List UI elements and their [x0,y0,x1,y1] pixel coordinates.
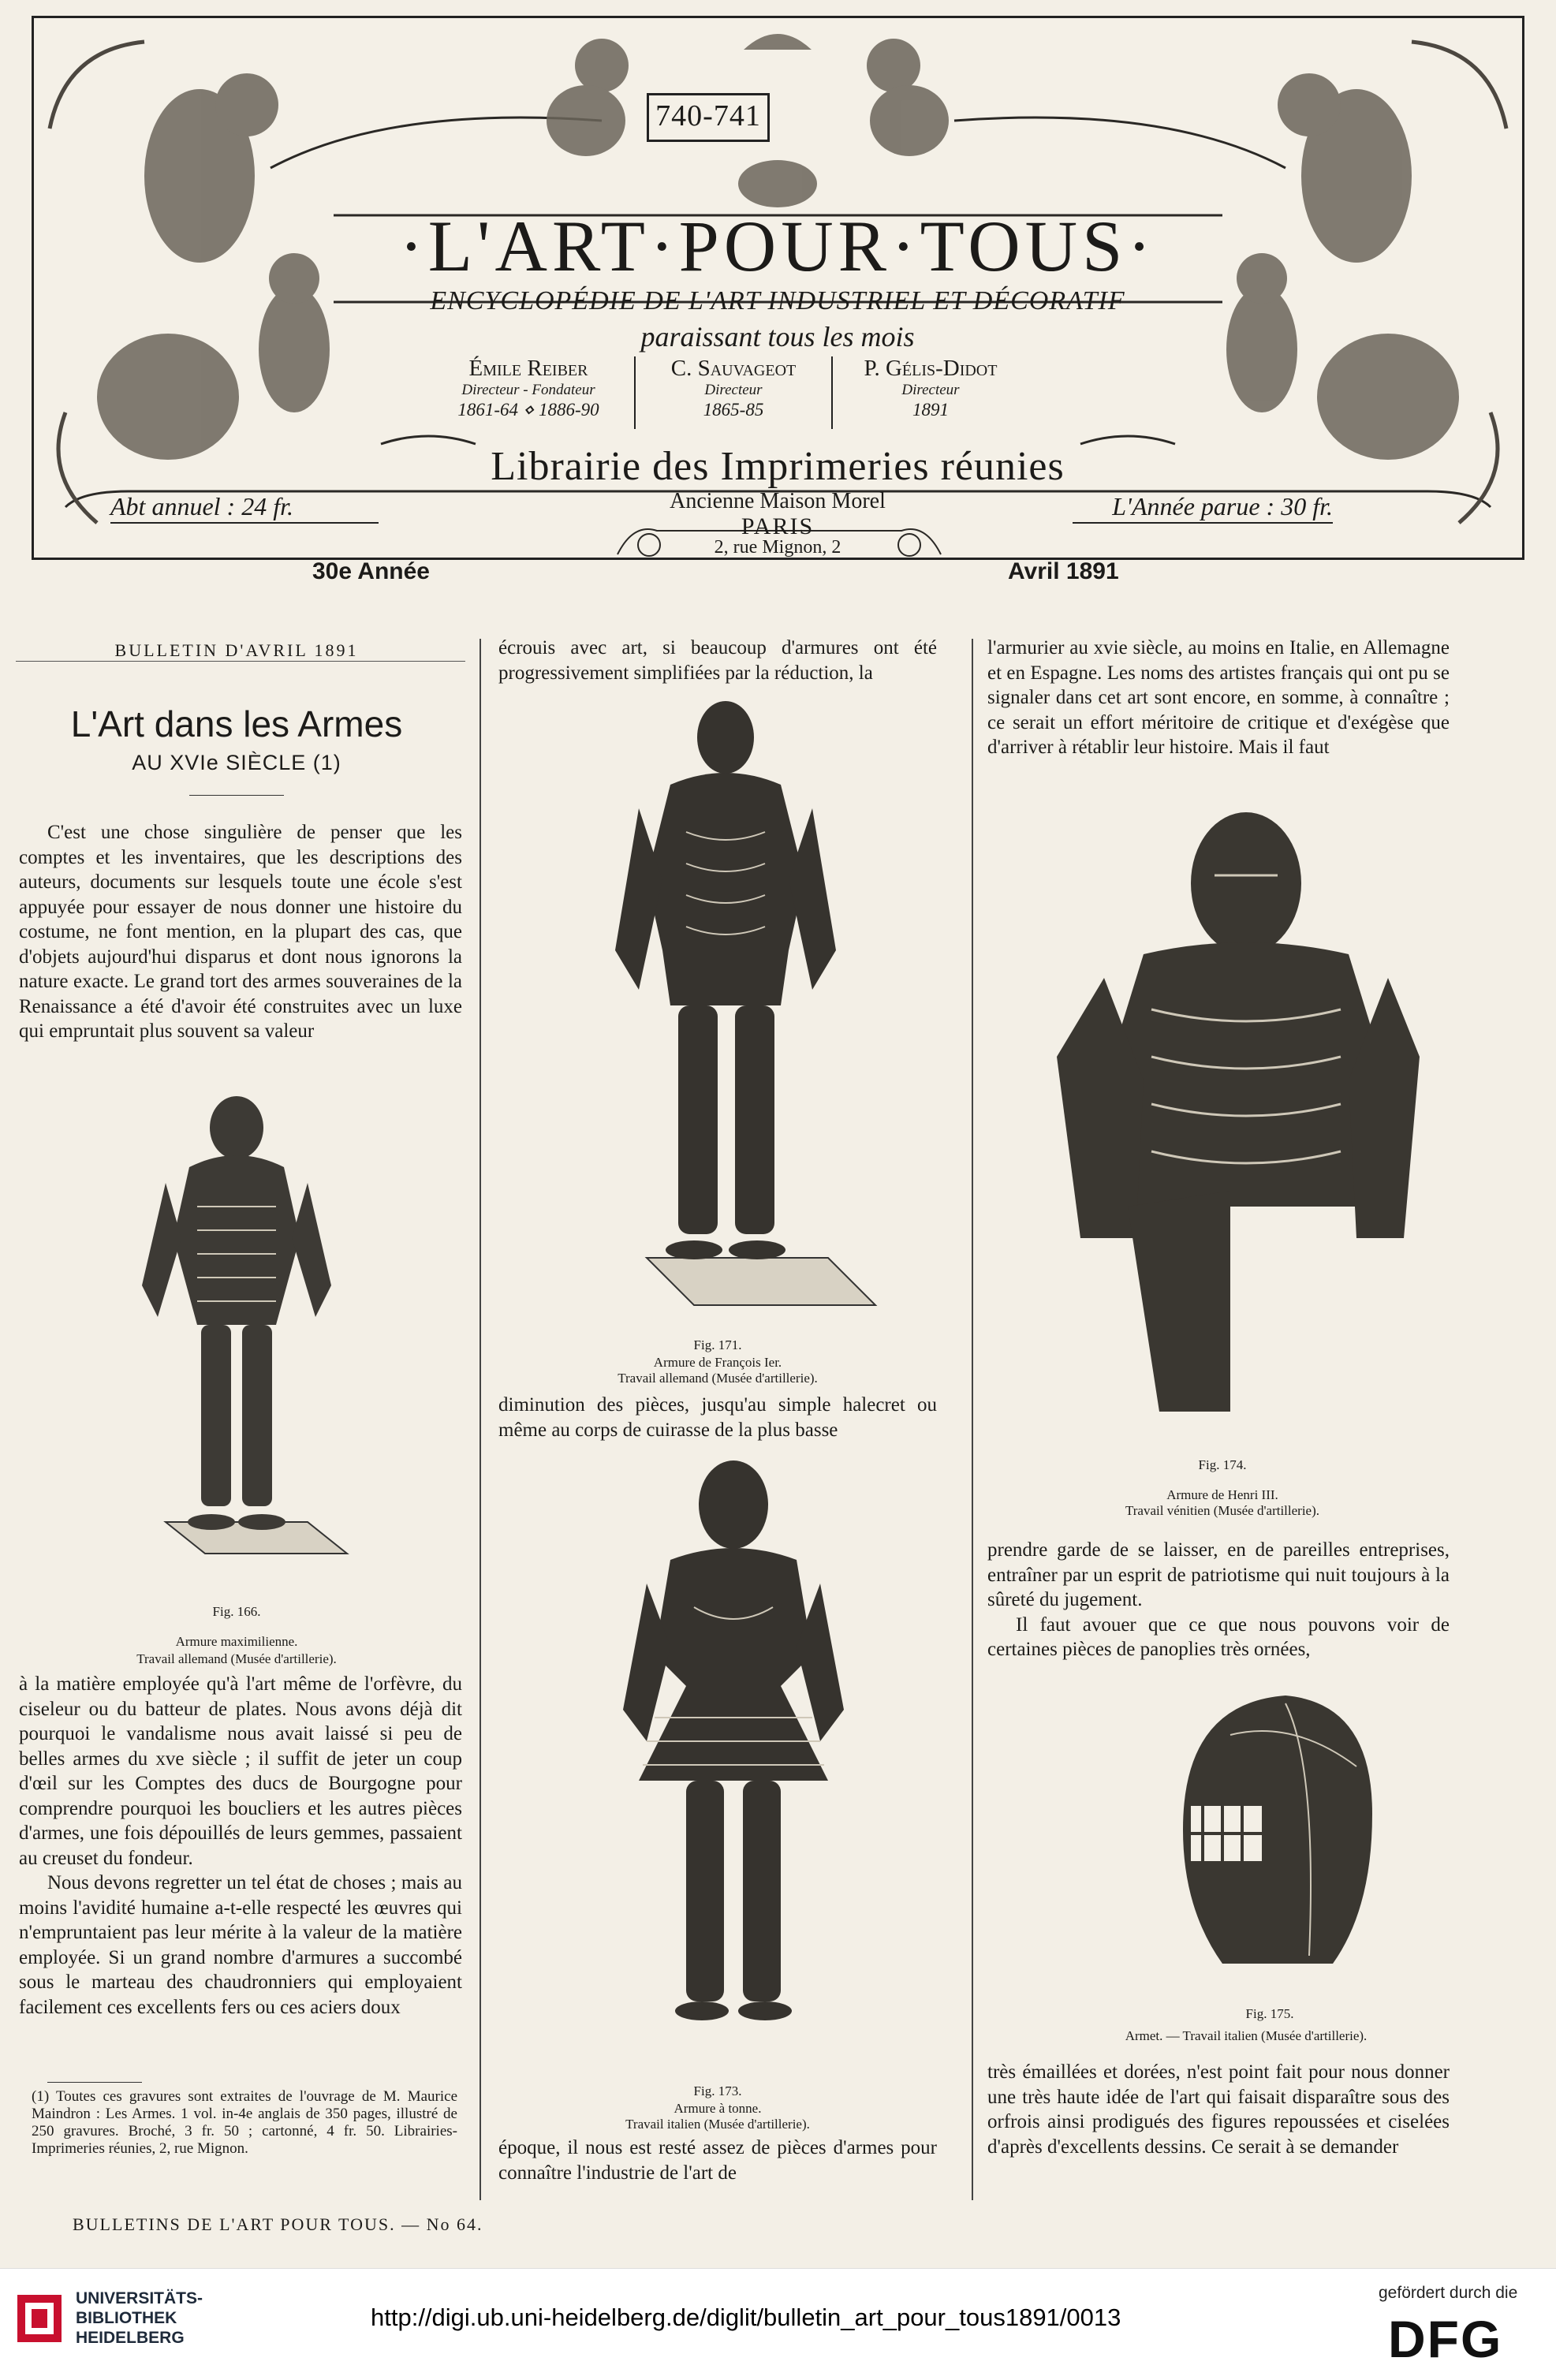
fig174-desc: Travail vénitien (Musée d'artillerie). [1125,1503,1320,1518]
article-subtitle: AU XVIe SIÈCLE (1) [132,751,341,774]
paragraph: très émaillées et dorées, n'est point fait pour nous donner une très haute idée de l'art qui faisait disparaître sous des orfrois ainsi prodigués des figures repoussées et ciselées d'après d'excellents dessins. Ce serait à se demander [987,2061,1450,2158]
article-title: L'Art dans les Armes [70,703,403,744]
director-separator [831,356,833,429]
figure-173-armor [584,1449,883,2080]
library-name-line: HEIDELBERG [76,2329,185,2347]
director-gelis-didot [844,355,1017,421]
journal-subtitle: ENCYCLOPÉDIE DE L'ART INDUSTRIEL ET DÉCORATIF [430,286,1125,315]
issue-date: Avril 1891 [1008,558,1119,584]
fig174-number: Fig. 174. [1198,1457,1247,1472]
figure-175-helmet [1136,1672,1388,2003]
col1-text-top [19,820,462,1044]
director-role: Directeur [901,382,960,398]
publisher-name: Librairie des Imprimeries réunies [491,444,1065,489]
director-separator [634,356,636,429]
paragraph: écrouis avec art, si beaucoup d'armures ont été progressivement simplifiées par la réduction, la [498,637,937,684]
former-house: Ancienne Maison Morel [670,489,886,513]
university-library-logo[interactable] [14,2290,65,2347]
paragraph: l'armurier au xvie siècle, au moins en Italie, en Allemagne et en Espagne. Les noms des artistes français qui ont pu se signaler dans cet art sont encore, en somme, à connaître ; ce serait un effort méritoire de critique et d'exégèse que d'arriver à rétablir leur histoire. Mais il faut [987,637,1450,758]
city: PARIS [741,513,815,539]
fig171-title: Armure de François Ier. [653,1355,782,1370]
fig166-desc: Travail allemand (Musée d'artillerie). [136,1651,337,1666]
year-price: L'Année parue : 30 fr. [1073,491,1333,524]
figure-166-armor [118,1080,355,1585]
year-label: 30e Année [312,558,430,584]
paragraph: C'est une chose singulière de penser que les comptes et les inventaires, que les descriptions des auteurs, documents sur lesquels toute une école s'est appuyée pour essayer de nous donner une histoire du costume, ne font mention, en la plupart des cas, que d'objets aujourd'hui disparus et dont nous ignorons la nature exacte. Le grand tort des armes souveraines de la Renaissance a été d'avoir été construites avec un luxe qui empruntait plus souvent sa valeur [19,822,462,1042]
fig173-title: Armure à tonne. [674,2101,762,2116]
fig166-number: Fig. 166. [212,1604,261,1619]
fig166-title: Armure maximilienne. [175,1634,298,1649]
header-rule [16,661,465,662]
paragraph: Nous devons regretter un tel état de choses ; mais au moins l'avidité humaine a-t-elle respecté les œuvres qui n'empruntaient pas leur mérite à la valeur de la matière employée. Si un grand nombre d'armures a succombé sous le marteau des chaudronniers qui employaient facilement ces excellents fers ou ces aciers doux [19,1872,462,2018]
col3-text-top [987,636,1450,760]
director-name: Émile Reiber [468,356,588,381]
library-name-line: UNIVERSITÄTS- [76,2289,203,2307]
col3-text-mid [987,1538,1450,1662]
issue-number: 740-741 [647,93,770,142]
dfg-logo[interactable]: DFG [1388,2310,1503,2368]
director-reiber [442,355,615,421]
library-name-line: BIBLIOTHEK [76,2309,177,2327]
col3-text-bottom [987,2060,1450,2159]
bulletin-heading: BULLETIN D'AVRIL 1891 [114,640,359,660]
director-name: C. Sauvageot [670,356,797,381]
library-name[interactable] [76,2289,203,2348]
fig173-number: Fig. 173. [693,2083,742,2098]
fig171-desc: Travail allemand (Musée d'artillerie). [618,1371,818,1386]
fig174-title: Armure de Henri III. [1166,1487,1278,1502]
annual-price: Abt annuel : 24 fr. [110,491,379,524]
director-sauvageot [647,355,820,421]
fig175-desc: Armet. — Travail italien (Musée d'artillerie). [1125,2028,1368,2043]
paragraph: époque, il nous est resté assez de pièces d'armes pour connaître l'industrie de l'art de [498,2137,937,2184]
address: 2, rue Mignon, 2 [714,537,841,558]
col2-text-top [498,636,937,685]
col1-text-bottom [19,1672,462,2020]
footnote-rule [47,2082,142,2083]
fig171-number: Fig. 171. [693,1337,742,1352]
column-rule [972,639,973,2200]
figure-171-armor [568,690,883,1321]
director-role: Directeur - Fondateur [461,382,595,398]
footnote: (1) Toutes ces gravures sont extraites de l'ouvrage de M. Maurice Maindron : Les Armes. 1 vol. in-4e anglais de 350 pages, illustré de 250 gravures. Broché, 3 fr. 50 ; cartonné, 4 fr. 50. Librairies-Imprimeries réunies, 2, rue Mignon. [32,2088,457,2157]
paragraph: diminution des pièces, jusqu'au simple halecret ou même au corps de cuirasse de la plus basse [498,1394,937,1441]
director-dates: 1891 [912,400,949,420]
director-role: Directeur [704,382,763,398]
column-rule [479,639,481,2200]
bulletin-footer: BULLETINS DE L'ART POUR TOUS. — No 64. [73,2214,483,2234]
fig175-number: Fig. 175. [1245,2006,1294,2021]
director-name: P. Gélis-Didot [864,356,998,381]
title-rule [189,795,284,796]
col2-text-bottom [498,2136,937,2185]
journal-title: ·L'ART·POUR·TOUS· [399,206,1156,286]
paragraph: Il faut avouer que ce que nous pouvons voir de certaines pièces de panoplies très ornées, [987,1613,1450,1660]
journal-tagline: paraissant tous les mois [640,321,915,353]
director-dates: 1865-85 [703,400,764,420]
funded-by-label: gefördert durch die [1379,2284,1518,2302]
permalink-url[interactable]: http://digi.ub.uni-heidelberg.de/diglit/bulletin_art_pour_tous1891/0013 [371,2304,1121,2331]
col2-text-mid [498,1393,937,1442]
paragraph: prendre garde de se laisser, en de pareilles entreprises, entraîner par un esprit de patriotisme qui nuit toujours à la sûreté du jugement. [987,1539,1450,1610]
figure-174-armor [1025,796,1435,1443]
paragraph: à la matière employée qu'à l'art même de l'orfèvre, du ciseleur ou du batteur de plates. Nous avons déjà dit pourquoi le vandalisme nous avait laissé si peu de belles armes du xve siècle ; il suffit de jeter un coup d'œil sur les Comptes des ducs de Bourgogne pour comprendre pourquoi les boucliers et les autres pièces d'armes, une fois dépouillés de leurs gemmes, passaient au creuset du fondeur. [19,1673,462,1869]
director-dates: 1861-64 ⋄ 1886-90 [457,400,599,420]
fig173-desc: Travail italien (Musée d'artillerie). [625,2117,810,2132]
